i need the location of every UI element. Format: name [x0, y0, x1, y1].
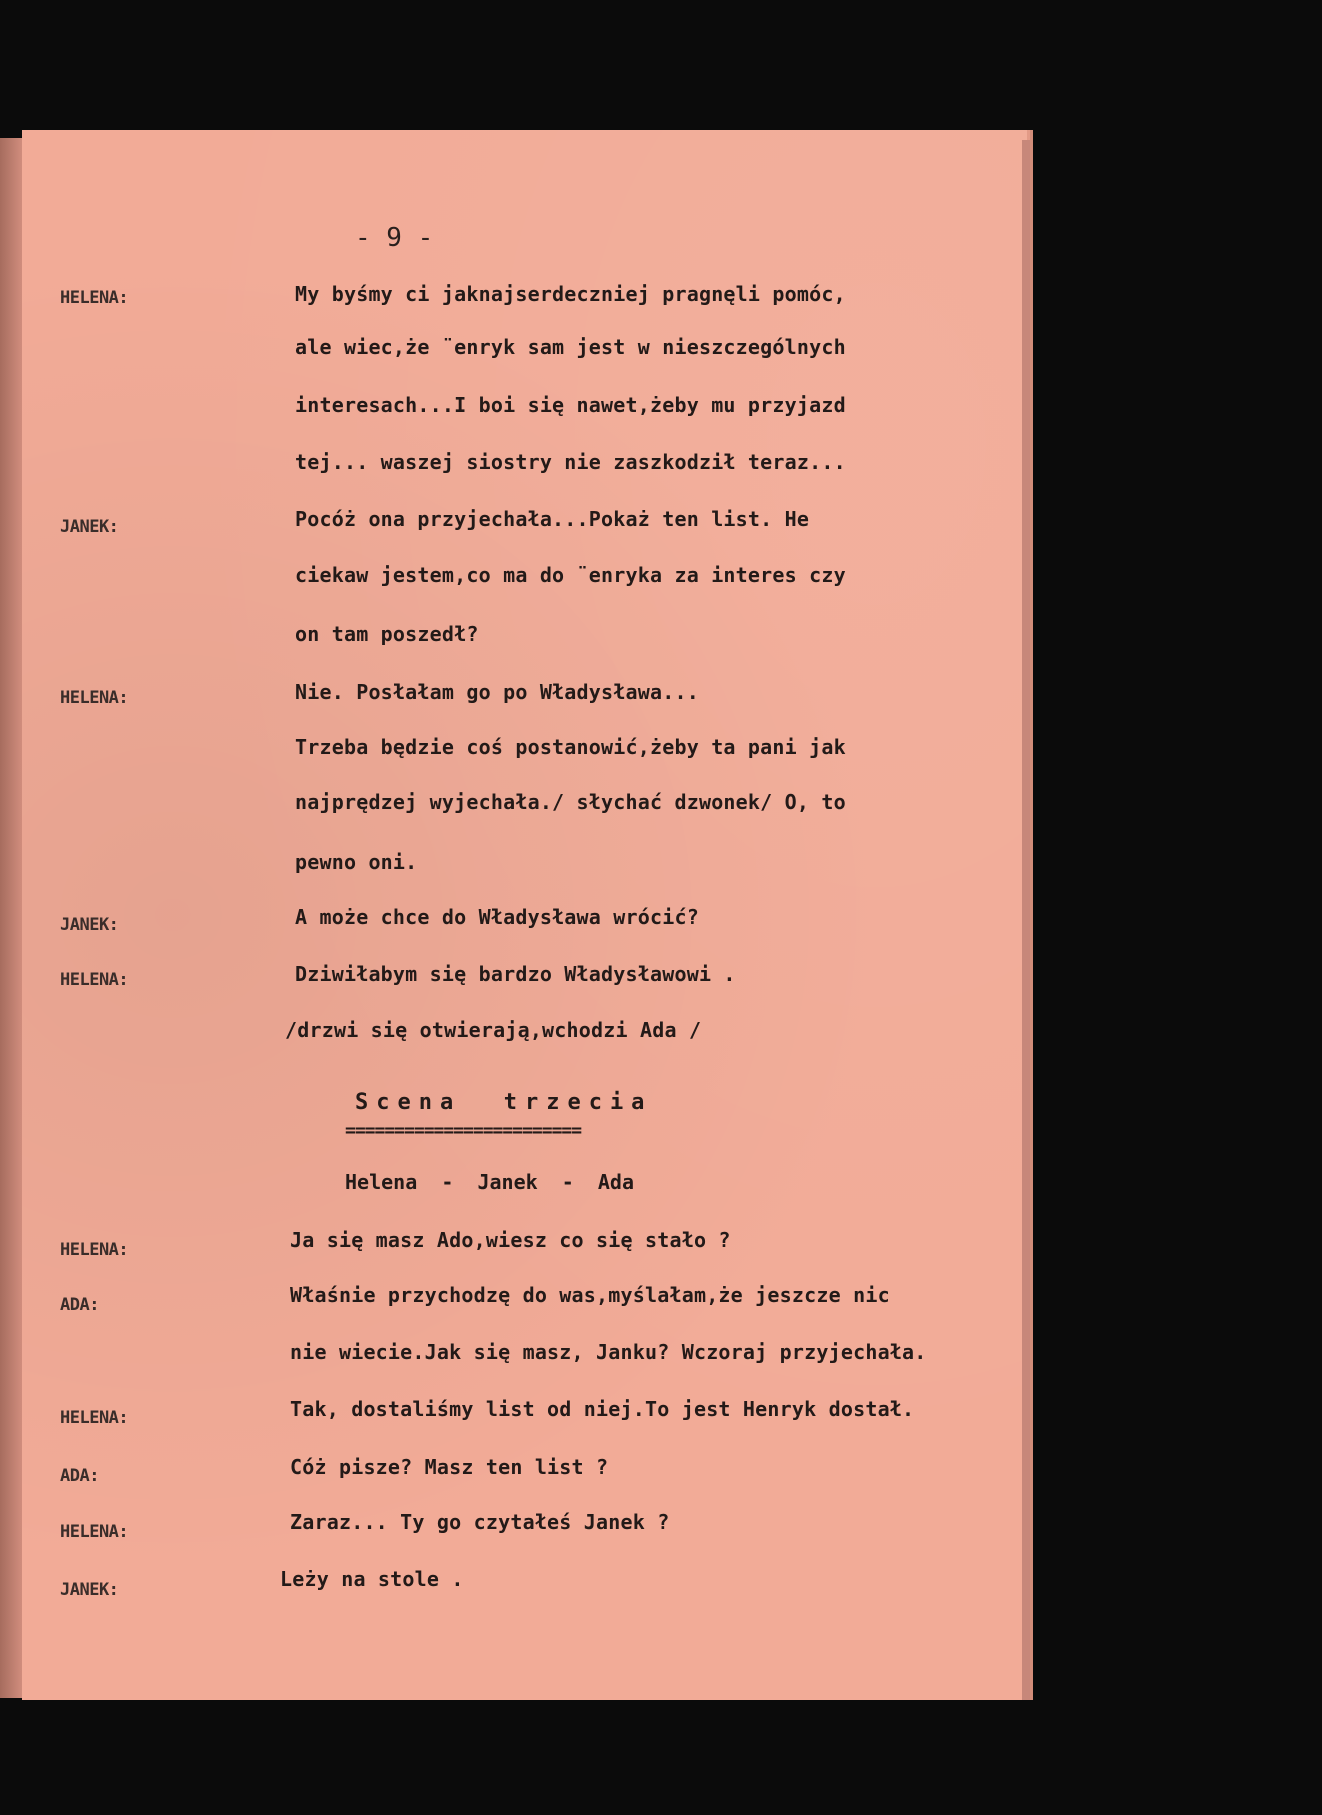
- dialogue-line: Leży na stole .: [280, 1567, 464, 1591]
- dialogue-line: najprędzej wyjechała./ słychać dzwonek/ O, to: [295, 790, 846, 814]
- scene-underline: ========================: [345, 1120, 582, 1141]
- dialogue-line: pewno oni.: [295, 850, 418, 874]
- stage-direction: /drzwi się otwierają,wchodzi Ada /: [285, 1018, 702, 1042]
- dialogue-line: on tam poszedł?: [295, 622, 479, 646]
- speaker-label: HELENA:: [60, 1522, 129, 1542]
- speaker-label: ADA:: [60, 1295, 99, 1315]
- speaker-label: ADA:: [60, 1466, 99, 1486]
- dialogue-line: interesach...I boi się nawet,żeby mu przyjazd: [295, 393, 846, 417]
- speaker-label: HELENA:: [60, 970, 129, 990]
- dialogue-line: ale wiec,że ¨enryk sam jest w nieszczególnych: [295, 335, 846, 359]
- dialogue-line: Cóż pisze? Masz ten list ?: [290, 1455, 609, 1479]
- dialogue-line: ciekaw jestem,co ma do ¨enryka za interes czy: [295, 563, 846, 587]
- dialogue-line: Ja się masz Ado,wiesz co się stało ?: [290, 1228, 731, 1252]
- dialogue-line: tej... waszej siostry nie zaszkodził teraz...: [295, 450, 846, 474]
- scene-heading: Scena trzecia: [355, 1090, 653, 1115]
- dialogue-line: Pocóż ona przyjechała...Pokaż ten list. He: [295, 507, 810, 531]
- page-stack-edge: [1022, 140, 1030, 1700]
- dialogue-line: Tak, dostaliśmy list od niej.To jest Henryk dostał.: [290, 1397, 915, 1421]
- dialogue-line: My byśmy ci jaknajserdeczniej pragnęli pomóc,: [295, 282, 846, 306]
- speaker-label: HELENA:: [60, 1408, 129, 1428]
- dialogue-line: Nie. Posłałam go po Władysława...: [295, 680, 699, 704]
- speaker-label: HELENA:: [60, 688, 129, 708]
- speaker-label: JANEK:: [60, 1580, 119, 1600]
- speaker-label: JANEK:: [60, 517, 119, 537]
- dialogue-line: A może chce do Władysława wrócić?: [295, 905, 699, 929]
- page-number: - 9 -: [355, 223, 434, 253]
- dialogue-line: nie wiecie.Jak się masz, Janku? Wczoraj przyjechała.: [290, 1340, 927, 1364]
- speaker-label: HELENA:: [60, 288, 129, 308]
- dialogue-line: Zaraz... Ty go czytałeś Janek ?: [290, 1510, 670, 1534]
- speaker-label: JANEK:: [60, 915, 119, 935]
- dialogue-line: Właśnie przychodzę do was,myślałam,że jeszcze nic: [290, 1283, 890, 1307]
- dialogue-line: Trzeba będzie coś postanowić,żeby ta pani jak: [295, 735, 846, 759]
- dialogue-line: Dziwiłabym się bardzo Władysławowi .: [295, 962, 736, 986]
- speaker-label: HELENA:: [60, 1240, 129, 1260]
- scene-cast: Helena - Janek - Ada: [345, 1170, 634, 1194]
